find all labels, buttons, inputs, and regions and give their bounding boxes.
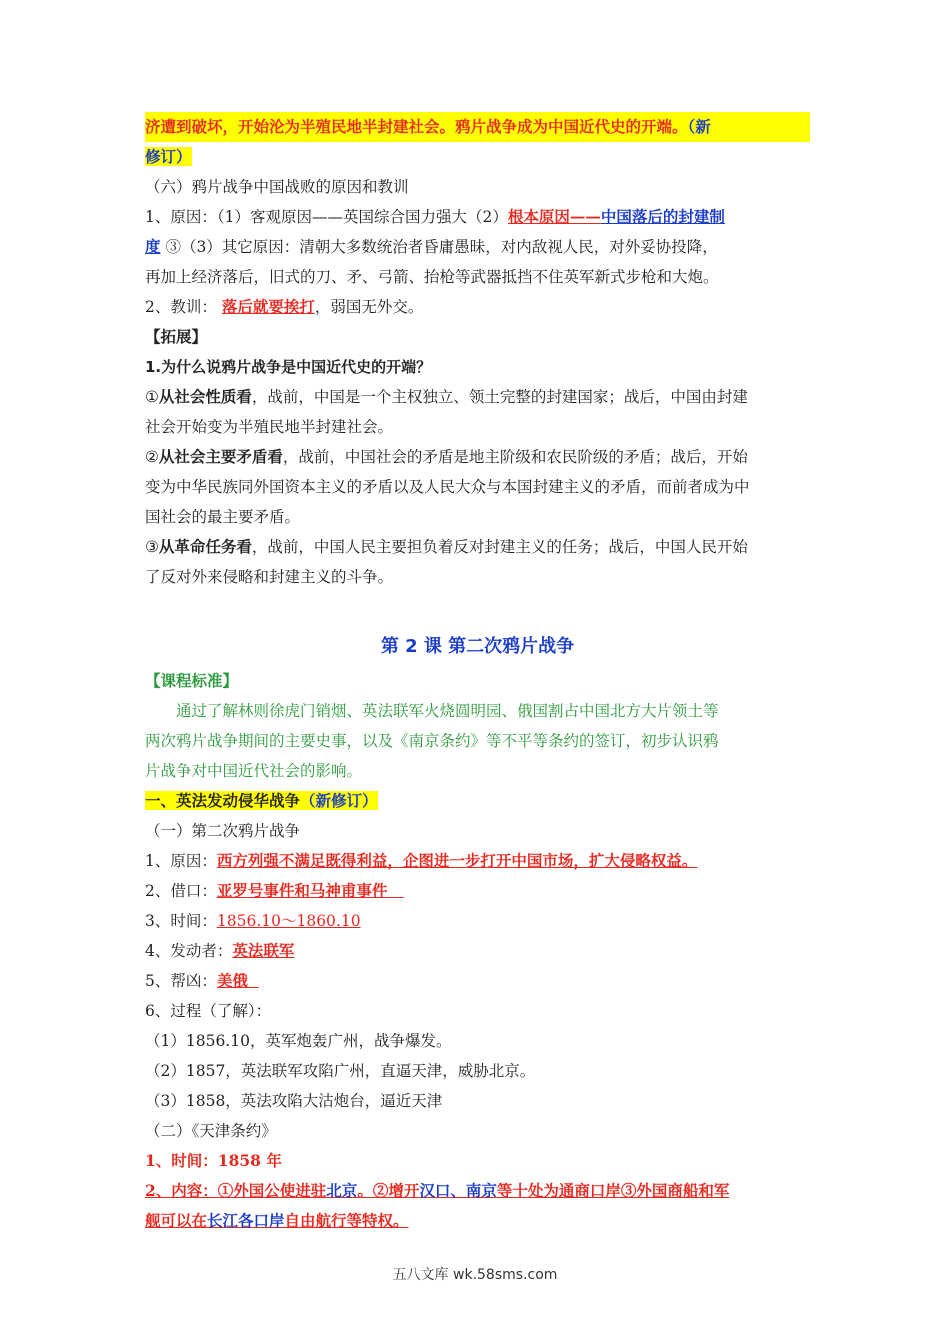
cause-line-2 — [145, 232, 810, 262]
part-1-title: 一、英法发动侵华战争 — [145, 791, 301, 810]
expand-item-2-line-3: 国社会的最主要矛盾。 — [145, 508, 301, 526]
intro-revision-tag-end: 修订） — [145, 147, 192, 166]
other-cause-text: ③（3）其它原因：清朝大多数统治者昏庸愚昧，对内敌视人民，对外妥协投降， — [160, 238, 718, 256]
expand-item-1-line-2: 社会开始变为半殖民地半封建社会。 — [145, 418, 394, 436]
excuse-line — [145, 876, 810, 906]
lesson-key: 落后就要挨打 — [221, 297, 315, 316]
lesson-2-title: 第 2 课 第二次鸦片战争 — [380, 636, 575, 657]
helper-text: 美俄 — [216, 971, 259, 990]
treaty-ports: 汉口、南京 — [419, 1181, 497, 1200]
treaty-content-line-1 — [145, 1176, 810, 1206]
treaty-content-d: 舰可以在 — [145, 1211, 208, 1230]
standard-line-1: 通过了解林则徐虎门销烟、英法联军火烧圆明园、俄国割占中国北方大片领土等 — [176, 702, 719, 720]
standard-line-3: 片战争对中国近代社会的影响。 — [145, 762, 363, 780]
standard-line-2: 两次鸦片战争期间的主要史事，以及《南京条约》等不平等条约的签订，初步认识鸦 — [145, 732, 719, 750]
document-page — [145, 112, 810, 1236]
lesson-rest: ，弱国无外交。 — [314, 298, 424, 316]
reason-line — [145, 846, 810, 876]
time-label: 3、时间： — [145, 912, 217, 930]
reason-label: 1、原因： — [145, 852, 217, 870]
treaty-content-a: 2、内容：①外国公使进驻 — [145, 1181, 327, 1200]
intro-revision-tag: （新 — [687, 117, 711, 136]
initiator-line — [145, 936, 810, 966]
initiator-text: 英法联军 — [232, 941, 295, 960]
sub-2-heading: （二）《天津条约》 — [145, 1122, 277, 1140]
lesson-label: 2、教训： — [145, 298, 217, 316]
item-3-key: 从革命任务看 — [158, 537, 252, 556]
part-1-heading — [145, 786, 810, 816]
time-line — [145, 906, 810, 936]
expand-item-2-line-1 — [145, 442, 810, 472]
item-2-marker: ② — [145, 448, 159, 466]
item-2-text: ，战前，中国社会的矛盾是地主阶级和农民阶级的矛盾；战后，开始 — [282, 448, 748, 466]
cause-text: 1、原因：（1）客观原因——英国综合国力强大（2） — [145, 208, 508, 226]
process-step-3: （3）1858，英法攻陷大沽炮台，逼近天津 — [145, 1092, 443, 1110]
expand-question: 1.为什么说鸦片战争是中国近代史的开端？ — [145, 358, 432, 376]
treaty-content-b: 。②增开 — [357, 1181, 420, 1200]
root-cause-label: 根本原因—— — [507, 207, 601, 226]
item-1-marker: ① — [145, 388, 159, 406]
treaty-time: 1、时间：1858 年 — [145, 1151, 282, 1170]
sub-1-heading: （一）第二次鸦片战争 — [145, 822, 301, 840]
initiator-label: 4、发动者： — [145, 942, 233, 960]
helper-line — [145, 966, 810, 996]
expand-item-2-line-2: 变为中华民族同外国资本主义的矛盾以及人民大众与本国封建主义的矛盾，而前者成为中 — [145, 478, 750, 496]
standard-label: 【课程标准】 — [145, 671, 239, 690]
cause-line-3: 再加上经济落后，旧式的刀、矛、弓箭、抬枪等武器抵挡不住英军新式步枪和大炮。 — [145, 268, 719, 286]
treaty-content-c: 等十处为通商口岸③外国商船和军 — [496, 1181, 730, 1200]
item-2-key: 从社会主要矛盾看 — [158, 447, 283, 466]
process-step-1: （1）1856.10，英军炮轰广州，战争爆发。 — [145, 1032, 452, 1050]
item-1-text: ，战前，中国是一个主权独立、领土完整的封建国家；战后，中国由封建 — [251, 388, 748, 406]
excuse-text: 亚罗号事件和马神甫事件 — [216, 881, 404, 900]
treaty-yangtze: 长江各口岸 — [207, 1211, 285, 1230]
process-step-2: （2）1857，英法联军攻陷广州，直逼天津，威胁北京。 — [145, 1062, 536, 1080]
expand-item-3-line-1 — [145, 532, 810, 562]
treaty-content-line-2 — [145, 1206, 810, 1236]
intro-line-2 — [145, 142, 810, 172]
lesson-line — [145, 292, 810, 322]
item-1-key: 从社会性质看 — [158, 387, 252, 406]
intro-red-text: 济遭到破坏，开始沦为半殖民地半封建社会。鸦片战争成为中国近代史的开端。 — [145, 117, 688, 136]
root-cause-text-end: 度 — [145, 237, 161, 256]
root-cause-text: 中国落后的封建制 — [600, 207, 725, 226]
item-3-marker: ③ — [145, 538, 159, 556]
treaty-content-e: 自由航行等特权。 — [284, 1211, 409, 1230]
treaty-beijing: 北京 — [326, 1181, 358, 1200]
intro-line-1 — [145, 112, 810, 142]
expand-item-1-line-1 — [145, 382, 810, 412]
part-1-revision-tag: （新修订） — [300, 791, 378, 810]
item-3-text: ，战前，中国人民主要担负着反对封建主义的任务；战后，中国人民开始 — [251, 538, 748, 556]
expand-label: 【拓展】 — [145, 327, 208, 346]
expand-item-3-line-2: 了反对外来侵略和封建主义的斗争。 — [145, 568, 394, 586]
reason-text: 西方列强不满足既得利益，企图进一步打开中国市场，扩大侵略权益。 — [216, 851, 698, 870]
excuse-label: 2、借口： — [145, 882, 217, 900]
time-text: 1856.10～1860.10 — [216, 912, 361, 930]
helper-label: 5、帮凶： — [145, 972, 217, 990]
process-label: 6、过程（了解）： — [145, 1002, 272, 1020]
cause-line-1 — [145, 202, 810, 232]
section6-heading: （六）鸦片战争中国战败的原因和教训 — [145, 178, 409, 196]
footer-watermark: 五八文库 wk.58sms.com — [392, 1267, 558, 1283]
